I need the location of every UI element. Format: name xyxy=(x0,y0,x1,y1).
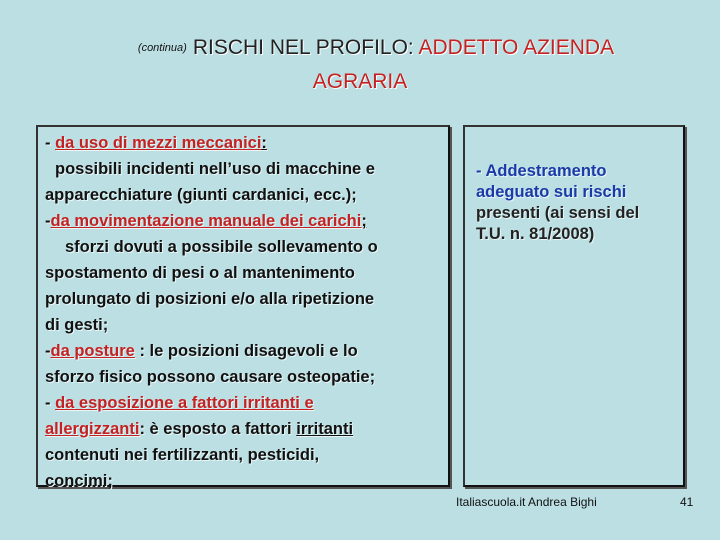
risk-line: possibili incidenti nell’uso di macchine e xyxy=(55,160,375,178)
bullet-dash: - xyxy=(45,212,51,230)
risk-heading-esposizione: da esposizione a fattori irritanti e xyxy=(55,394,314,412)
risk-heading-carichi: da movimentazione manuale dei carichi xyxy=(50,212,362,230)
semicolon: ; xyxy=(361,212,367,230)
measure-line: - Addestramento xyxy=(476,162,607,180)
risk-line xyxy=(45,130,447,156)
title-line-1 xyxy=(76,36,676,60)
page-number: 41 xyxy=(680,495,694,509)
risks-panel xyxy=(36,125,450,490)
bullet-dash: - xyxy=(45,394,56,412)
title-part-1: RISCHI NEL PROFILO: xyxy=(192,36,419,59)
risk-text-esposto: : è esposto a fattori xyxy=(139,420,297,438)
bullet-dash: - xyxy=(45,342,51,360)
title-part-2: ADDETTO AZIENDA xyxy=(418,36,615,59)
risk-line: apparecchiature (giunti cardanici, ecc.); xyxy=(45,186,357,204)
risk-line: di gesti; xyxy=(45,316,109,334)
risk-heading-mezzi: da uso di mezzi meccanici xyxy=(55,134,262,152)
risk-line: sforzo fisico possono causare osteopatie; xyxy=(45,368,376,386)
colon: : xyxy=(261,134,267,152)
risk-line: prolungato di posizioni e/o alla ripetizione xyxy=(45,290,375,308)
bullet-dash: - xyxy=(45,134,56,152)
measure-line: T.U. n. 81/2008) xyxy=(476,225,595,243)
measures-text xyxy=(476,161,681,245)
risk-line xyxy=(45,208,447,234)
measure-line: adeguato sui rischi xyxy=(476,183,627,201)
risks-text xyxy=(45,130,447,494)
title-line-2: AGRARIA xyxy=(312,70,408,93)
risk-line: sforzi dovuti a possibile sollevamento o xyxy=(65,238,378,256)
risk-line xyxy=(45,416,447,442)
continua-label: (continua) xyxy=(137,42,187,54)
measure-line: presenti (ai sensi del xyxy=(476,204,640,222)
risk-line: spostamento di pesi o al mantenimento xyxy=(45,264,355,282)
risk-line: concimi; xyxy=(45,472,113,490)
measures-panel xyxy=(463,125,685,487)
risk-heading-allergizzanti: allergizzanti xyxy=(45,420,140,438)
footer-author: Italiascuola.it Andrea Bighi xyxy=(456,495,597,509)
risk-line: contenuti nei fertilizzanti, pesticidi, xyxy=(45,446,320,464)
risk-text-posture: : le posizioni disagevoli e lo xyxy=(134,342,358,360)
risk-heading-posture: da posture xyxy=(50,342,135,360)
risk-text-irritanti: irritanti xyxy=(296,420,354,438)
risk-line xyxy=(45,390,447,416)
risk-line xyxy=(45,338,447,364)
